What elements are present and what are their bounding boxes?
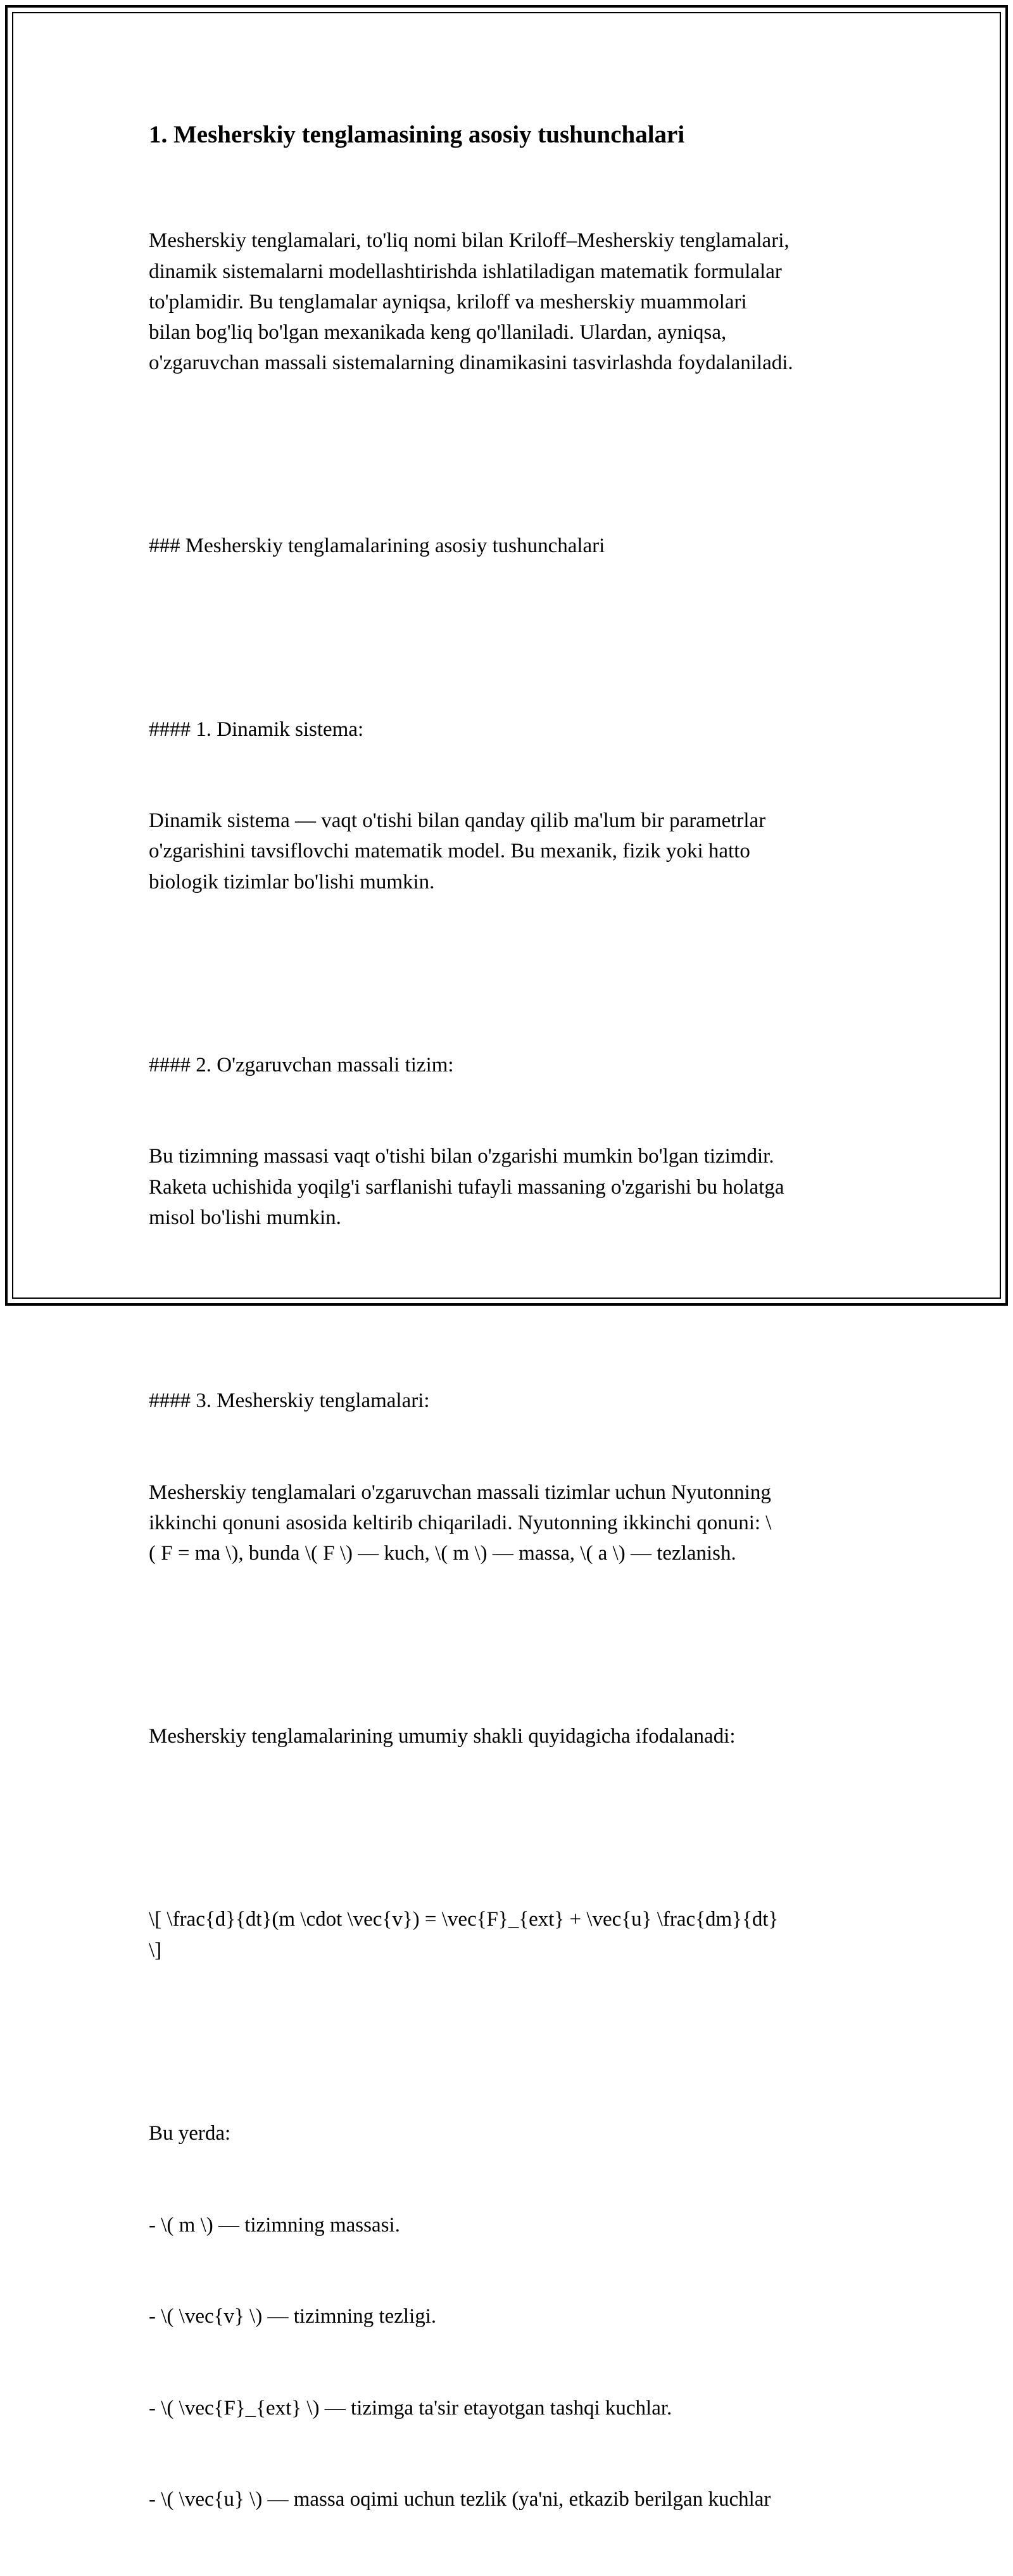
- subsection-heading-mesherskiy: #### 3. Mesherskiy tenglamalari:: [149, 1389, 430, 1413]
- definition-item: - \( m \) — tizimning massasi.: [149, 2213, 400, 2237]
- paragraph-gap: [149, 2026, 883, 2057]
- equation-latex: \[ \frac{d}{dt}(m \cdot \vec{v}) = \vec{F}_{ext} + \vec{u} \frac{dm}{dt} \]: [149, 1908, 779, 1962]
- subsection-body-variable-mass: Bu tizimning massasi vaqt o'tishi bilan o'zgarishi mumkin bo'lgan tizimdir. Raketa uchishida yoqilg'i sarflanishi tufayli massaning o'zgarishi bu holatga misol bo'lishi mumkin.: [149, 1145, 784, 1229]
- subsection-body-mesherskiy: Mesherskiy tenglamalari o'zgaruvchan massali tizimlar uchun Nyutonning ikkinchi qonuni asosida keltirib chiqariladi. Nyutonning ikkinchi qonuni: \ ( F = ma \), bunda \( F \) — kuch, \( m \) — massa, \( a \) — tezlanish.: [149, 1481, 772, 1565]
- definition-item: - \( \vec{u} \) — massa oqimi uchun tezlik (ya'ni, etkazib berilgan kuchlar: [149, 2488, 771, 2511]
- where-label: Bu yerda:: [149, 2121, 231, 2145]
- paragraph-gap: [149, 439, 883, 470]
- paragraph-gap: [149, 1630, 883, 1660]
- subsection-heading-variable-mass: #### 2. O'zgaruvchan massali tizim:: [149, 1053, 454, 1076]
- definition-item: - \( \vec{F}_{ext} \) — tizimga ta'sir etayotgan tashqi kuchlar.: [149, 2396, 672, 2420]
- document-title: 1. Mesherskiy tenglamasining asosiy tushunchalari: [149, 121, 685, 148]
- document-content: [149, 118, 883, 2576]
- subsection-heading-dynamic-system: #### 1. Dinamik sistema:: [149, 717, 364, 741]
- paragraph-gap: [149, 622, 883, 653]
- paragraph-gap: [149, 958, 883, 988]
- definition-item: - \( \vec{v} \) — tizimning tezligi.: [149, 2305, 437, 2328]
- subsection-body-dynamic-system: Dinamik sistema — vaqt o'tishi bilan qanday qilib ma'lum bir parametrlar o'zgarishini tavsiflovchi matematik model. Bu mexanik, fizik yoki hatto biologik tizimlar bo'lishi mumkin.: [149, 809, 766, 893]
- intro-paragraph: Mesherskiy tenglamalari, to'liq nomi bilan Kriloff–Mesherskiy tenglamalari, dinamik sistemalarni modellashtirishda ishlatiladigan matematik formulalar to'plamidir. Bu tenglamalar ayniqsa, kriloff va mesherskiy muammolari bilan bog'liq bo'lgan mexanikada keng qo'llaniladi. Ulardan, ayniqsa, o'zgaruvchan massali sistemalarning dinamikasini tasvirlashda foydalaniladi.: [149, 229, 793, 375]
- document-body: [149, 165, 883, 2576]
- paragraph-gap: [149, 1813, 883, 1843]
- general-form-sentence: Mesherskiy tenglamalarining umumiy shakli quyidagicha ifodalanadi:: [149, 1725, 736, 1748]
- section-heading: ### Mesherskiy tenglamalarining asosiy tushunchalari: [149, 534, 605, 558]
- paragraph-gap: [149, 1294, 883, 1324]
